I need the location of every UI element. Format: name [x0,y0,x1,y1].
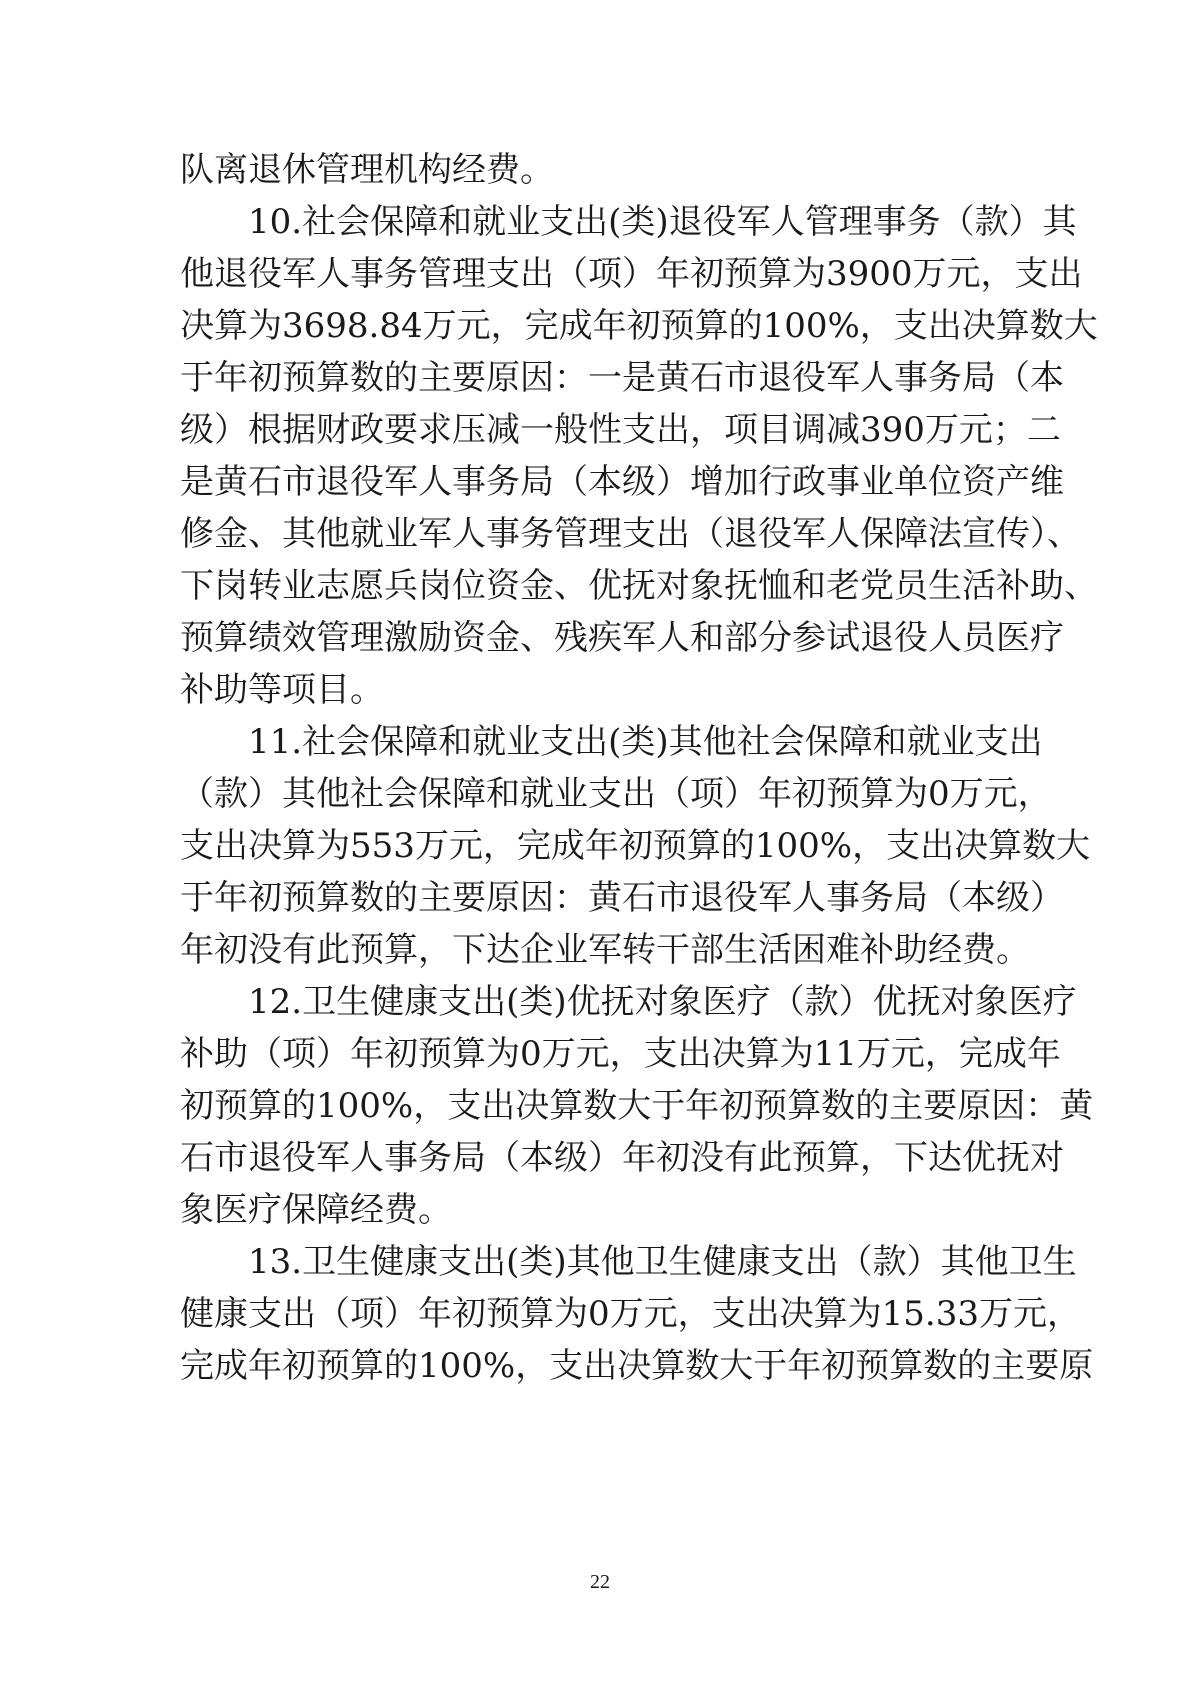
paragraph-line: 下岗转业志愿兵岗位资金、优抚对象抚恤和老党员生活补助、 [180,566,1098,606]
paragraph-line: 健康支出（项）年初预算为0万元，支出决算为15.33万元， [180,1294,1081,1334]
paragraph-line: 11.社会保障和就业支出(类)其他社会保障和就业支出 [248,722,1043,762]
paragraph-line: 补助等项目。 [180,670,384,710]
paragraph-line: 于年初预算数的主要原因：一是黄石市退役军人事务局（本 [180,358,1064,398]
paragraph-line: 10.社会保障和就业支出(类)退役军人管理事务（款）其 [248,202,1077,242]
paragraph-line: 队离退休管理机构经费。 [180,150,554,190]
page-number: 22 [590,1571,610,1593]
paragraph-line: 年初没有此预算，下达企业军转干部生活困难补助经费。 [180,930,1030,970]
paragraph-line: 决算为3698.84万元，完成年初预算的100%，支出决算数大 [180,306,1098,346]
paragraph-line: （款）其他社会保障和就业支出（项）年初预算为0万元， [180,774,1052,814]
paragraph-line: 13.卫生健康支出(类)其他卫生健康支出（款）其他卫生 [248,1242,1077,1282]
paragraph-line: 于年初预算数的主要原因：黄石市退役军人事务局（本级） [180,878,1064,918]
paragraph-line: 他退役军人事务管理支出（项）年初预算为3900万元，支出 [180,254,1083,294]
paragraph-line: 12.卫生健康支出(类)优抚对象医疗（款）优抚对象医疗 [248,982,1077,1022]
paragraph-line: 是黄石市退役军人事务局（本级）增加行政事业单位资产维 [180,462,1064,502]
paragraph-line: 完成年初预算的100%，支出决算数大于年初预算数的主要原 [180,1346,1094,1386]
paragraph-line: 支出决算为553万元，完成年初预算的100%，支出决算数大 [180,826,1091,866]
paragraph-line: 石市退役军人事务局（本级）年初没有此预算，下达优抚对 [180,1138,1064,1178]
paragraph-line: 象医疗保障经费。 [180,1190,452,1230]
paragraph-line: 修金、其他就业军人事务管理支出（退役军人保障法宣传）、 [180,514,1081,554]
paragraph-line: 初预算的100%，支出决算数大于年初预算数的主要原因：黄 [180,1086,1094,1126]
paragraph-line: 预算绩效管理激励资金、残疾军人和部分参试退役人员医疗 [180,618,1064,658]
paragraph-line: 级）根据财政要求压减一般性支出，项目调减390万元；二 [180,410,1061,450]
paragraph-line: 补助（项）年初预算为0万元，支出决算为11万元，完成年 [180,1034,1061,1074]
